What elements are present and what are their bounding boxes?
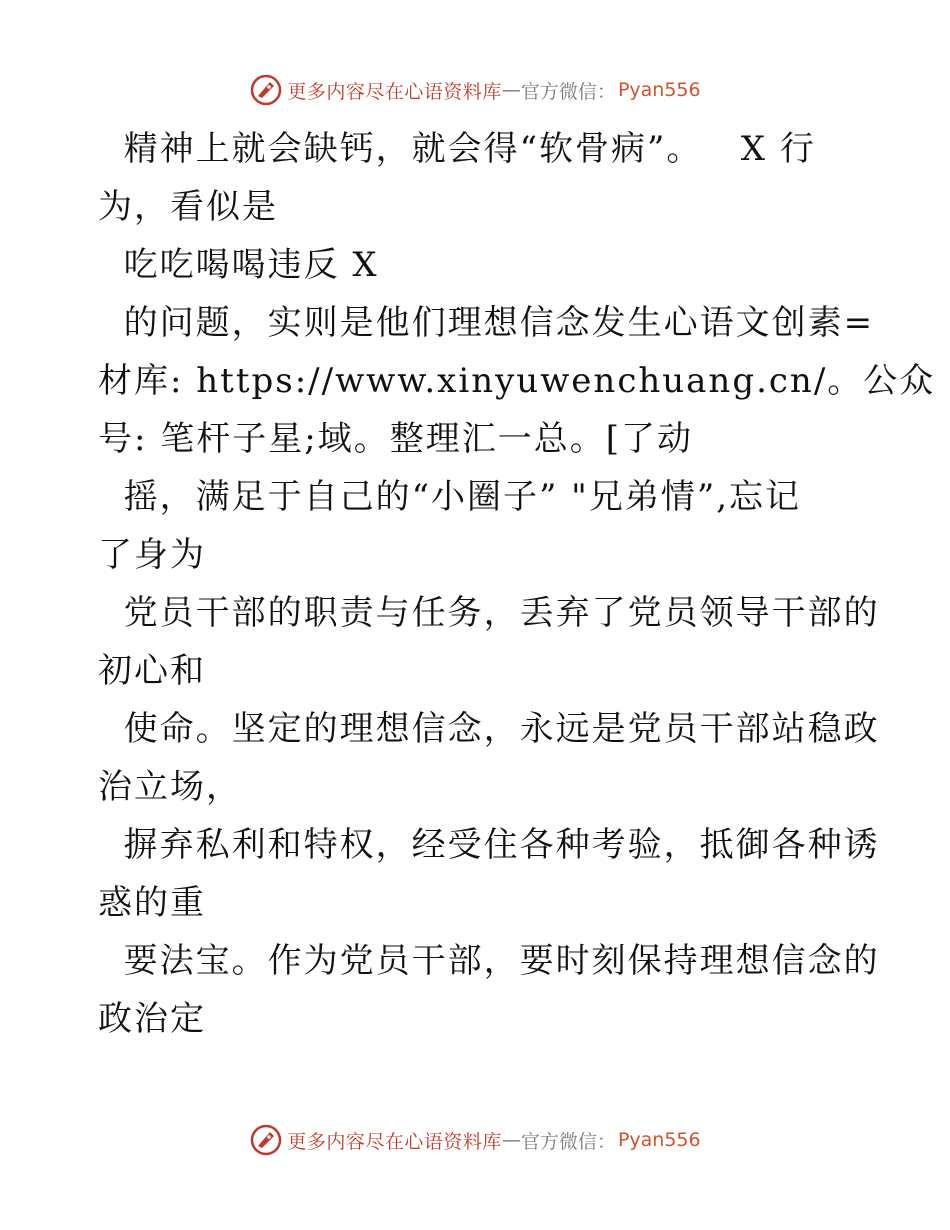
text-line: 为，看似是: [98, 187, 278, 227]
text-line: 党员干部的职责与任务，丢弃了党员领导干部的: [98, 593, 880, 633]
text-line: 材库: https://www.xinyuwenchuang.cn/。公众: [98, 361, 936, 401]
text-line: 初心和: [98, 651, 206, 691]
banner-wechat-label: 官方微信：: [520, 1130, 616, 1153]
text-line: 要法宝。作为党员干部，要时刻保持理想信念的: [98, 941, 880, 981]
banner-dash: —: [501, 1129, 521, 1151]
text-line: 政治定: [98, 999, 206, 1039]
pen-nib-logo-icon: [249, 1123, 283, 1157]
header-banner: [0, 70, 950, 110]
text-line: 治立场，: [98, 767, 242, 807]
text-line: 摇，满足于自己的“小圈子” "兄弟情”,忘记: [98, 477, 802, 517]
text-line: 了身为: [98, 535, 206, 575]
text-line: 吃吃喝喝违反 X: [98, 245, 379, 285]
banner-wechat-label: 官方微信：: [520, 80, 616, 103]
text-line: 精神上就会缺钙，就会得“软骨病”。 X 行: [98, 129, 816, 169]
banner-dash: —: [501, 79, 521, 101]
banner-wechat-id: Pyan556: [617, 1129, 701, 1151]
banner-slogan: 更多内容尽在心语资料库: [287, 1130, 502, 1153]
text-line: 惑的重: [98, 883, 206, 923]
text-line: 的问题，实则是他们理想信念发生心语文创素=: [98, 303, 875, 343]
footer-banner: [0, 1120, 950, 1160]
document-body: [98, 120, 936, 1048]
banner-slogan: 更多内容尽在心语资料库: [287, 80, 502, 103]
text-line: 号: 笔杆子星;域。整理汇一总。[了动: [98, 419, 693, 459]
banner-wechat-id: Pyan556: [617, 79, 701, 101]
text-line: 使命。坚定的理想信念，永远是党员干部站稳政: [98, 709, 880, 749]
pen-nib-logo-icon: [249, 73, 283, 107]
text-line: 摒弃私利和特权，经受住各种考验，抵御各种诱: [98, 825, 880, 865]
